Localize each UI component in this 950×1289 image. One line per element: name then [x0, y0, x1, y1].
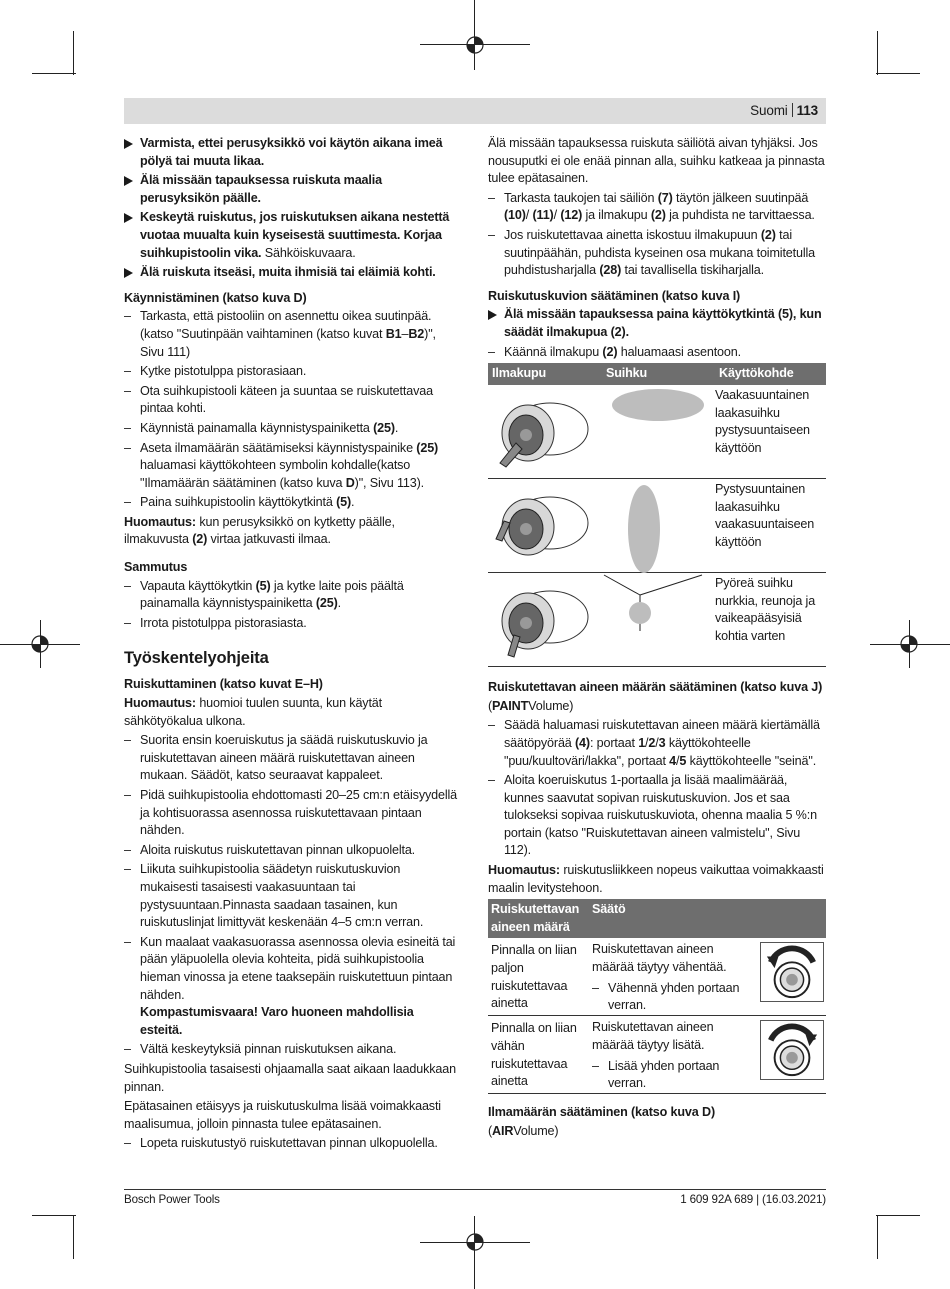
table-row: [488, 1016, 826, 1094]
amount-heading: Ruiskutettavan aineen määrän säätäminen (katso kuva J): [488, 680, 823, 695]
paint-volume-label: (PAINTVolume): [488, 698, 574, 713]
round-spray-pattern-icon: [602, 573, 714, 667]
condition-cell: Pinnalla on liian paljon ruiskutettavaa ainetta: [491, 943, 577, 1011]
table-row: [488, 938, 826, 1016]
air-volume-label: (AIRVolume): [488, 1124, 559, 1139]
list-item: – Liikuta suihkupistoolia säädetyn ruiskutuskuvion mukaisesti tasaisesti vaakasuuntaan tai pystysuuntaan.Pinnasta saadaan tasainen, kun ruiskutuslinjat limittyvät keskenään 4–5 cm:n verran.: [124, 861, 459, 931]
list-item: – Pidä suihkupistoolia ehdottomasti 20–25 cm:n etäisyydellä ja kohtisuorassa asennossa ruiskutettavaan pintaan nähden.: [124, 787, 459, 840]
use-description: Pystysuuntainen laakasuihku vaakasuuntaiseen käyttöön: [715, 482, 815, 549]
list-item: – Vapauta käyttökytkin (5) ja kytke laite pois päältä painamalla käynnistyspainiketta (25).: [124, 578, 459, 613]
list-item: – Kun maalaat vaakasuorassa asennossa olevia esineitä tai pään yläpuolella olevia kohteita, pidä suihkupistoolia hieman vinossa ja etene taaksepäin ruiskutettuun pintaan nähden.: [124, 934, 459, 1004]
left-column: [124, 135, 459, 1155]
air-cap-horizontal-icon: [492, 389, 592, 475]
header-text: [750, 102, 818, 120]
note: Huomautus: ruiskutusliikkeen nopeus vaikuttaa voimakkaasti maalin levitystehoon.: [488, 863, 824, 895]
crop-mark: [877, 1215, 878, 1259]
vertical-spray-pattern-icon: [602, 479, 714, 573]
column-header: Ruiskutettavan aineen määrä: [491, 902, 580, 934]
paint-amount-table: [488, 899, 826, 1094]
list-item: – Käännä ilmakupu (2) haluamaasi asentoon.: [488, 344, 826, 362]
registration-mark-icon: [29, 633, 51, 655]
use-description: Pyöreä suihku nurkkia, reunoja ja vaikeapääsyisiä kohtia varten: [715, 576, 816, 643]
stop-heading: Sammutus: [124, 560, 188, 575]
action-cell: Ruiskutettavan aineen määrää täytyy lisätä. – Lisää yhden portaan verran.: [592, 1019, 752, 1092]
note: Huomautus: huomioi tuulen suunta, kun käytät sähkötyökalua ulkona.: [124, 696, 382, 728]
list-item: – Vältä keskeytyksiä pinnan ruiskutuksen aikana.: [124, 1041, 459, 1059]
start-heading: Käynnistäminen (katso kuva D): [124, 290, 307, 305]
list-item: – Kytke pistotulppa pistorasiaan.: [124, 363, 459, 381]
footer-doc-id: 1 609 92A 689 | (16.03.2021): [680, 1193, 826, 1206]
section-title: Työskentelyohjeita: [124, 649, 269, 668]
list-item: – Aloita koeruiskutus 1-portaalla ja lisää maalimäärää, kunnes saavutat sopivan ruiskutuskuvion. Jos et saa tulokseksi sopivaa ruiskutuskuviota, ohenna maalia 5 %:n portain (katso "Ruiskutettavan aineen valmistelu", Sivu 112).: [488, 772, 826, 860]
warning-item: Älä missään tapauksessa paina käyttökytkintä (5), kun säädät ilmakupua (2).: [488, 306, 826, 341]
pattern-heading: Ruiskutuskuvion säätäminen (katso kuva I): [488, 288, 741, 303]
header-language: Suomi: [750, 103, 788, 118]
page-header: [124, 98, 826, 124]
table-row: [488, 385, 826, 479]
table-row: [488, 573, 826, 667]
registration-mark-icon: [464, 1231, 486, 1253]
list-item: – Irrota pistotulppa pistorasiasta.: [124, 615, 459, 633]
use-description: Vaakasuuntainen laakasuihku pystysuuntaiseen käyttöön: [715, 388, 810, 455]
right-column: [488, 135, 826, 1143]
step-item: – Lisää yhden portaan verran.: [592, 1058, 752, 1093]
air-cap-vertical-icon: [492, 483, 592, 569]
warning-item: Keskeytä ruiskutus, jos ruiskutuksen aikana nestettä vuotaa muualta kuin kyseisestä suuttimesta. Korjaa suihkupistoolin vika. Sähköiskuvaara.: [124, 209, 459, 262]
list-item: – Säädä haluamasi ruiskutettavan aineen määrä kiertämällä säätöpyörää (4): portaat 1/2/3 käyttökohteelle "puu/kuultoväri/lakka", portaat 4/5 käyttökohteelle "seinä".: [488, 717, 826, 770]
trip-warning: Kompastumisvaara! Varo huoneen mahdollisia esteitä.: [140, 1005, 414, 1037]
footer-rule: [124, 1189, 826, 1190]
table-row: [488, 479, 826, 573]
action-cell: Ruiskutettavan aineen määrää täytyy vähentää. – Vähennä yhden portaan verran.: [592, 941, 752, 1014]
condition-cell: Pinnalla on liian vähän ruiskutettavaa ainetta: [491, 1021, 577, 1089]
list-item: – Tarkasta taukojen tai säiliön (7) täytön jälkeen suutinpää (10)/ (11)/ (12) ja ilmakupu (2) ja puhdista ne tarvittaessa.: [488, 190, 826, 225]
list-item: – Lopeta ruiskutustyö ruiskutettavan pinnan ulkopuolella.: [124, 1135, 459, 1153]
crop-mark: [32, 1215, 76, 1216]
list-item: – Paina suihkupistoolin käyttökytkintä (5).: [124, 494, 459, 512]
step-item: – Vähennä yhden portaan verran.: [592, 980, 752, 1015]
dial-increase-icon: [760, 1020, 824, 1080]
horizontal-spray-pattern-icon: [602, 385, 714, 479]
crop-mark: [876, 1215, 920, 1216]
crop-mark: [32, 73, 76, 74]
footer-brand: Bosch Power Tools: [124, 1193, 220, 1206]
table-header: [488, 363, 826, 385]
column-header: Suihku: [606, 366, 648, 381]
column-header: Käyttökohde: [719, 366, 794, 381]
crop-mark: [877, 31, 878, 75]
column-header: Ilmakupu: [492, 366, 547, 381]
list-item: – Käynnistä painamalla käynnistyspainiketta (25).: [124, 420, 459, 438]
page-number: 113: [796, 103, 818, 118]
paragraph: Älä missään tapauksessa ruiskuta säiliötä aivan tyhjäksi. Jos nousuputki ei ole enää pinnan alla, suihku katkeaa ja pinnasta tulee epätasainen.: [488, 136, 825, 186]
registration-mark-icon: [898, 633, 920, 655]
column-header: Säätö: [592, 902, 626, 917]
list-item: – Aseta ilmamäärän säätämiseksi käynnistyspainike (25) haluamasi käyttökohteen symbolin kohdalle(katso "Ilmamäärän säätäminen (katso kuva D)", Sivu 113).: [124, 440, 459, 493]
registration-mark-icon: [464, 34, 486, 56]
list-item: – Ota suihkupistooli käteen ja suuntaa se ruiskutettavaa pintaa kohti.: [124, 383, 459, 418]
warning-item: Varmista, ettei perusyksikkö voi käytön aikana imeä pölyä tai muuta likaa.: [124, 135, 459, 170]
air-heading: Ilmamäärän säätäminen (katso kuva D): [488, 1105, 715, 1120]
list-item: – Tarkasta, että pistooliin on asennettu oikea suutinpää. (katso "Suutinpään vaihtaminen (katso kuvat B1–B2)", Sivu 111): [124, 308, 459, 361]
spray-heading: Ruiskuttaminen (katso kuvat E–H): [124, 677, 323, 692]
spray-pattern-table: [488, 363, 826, 667]
note: Huomautus: kun perusyksikkö on kytketty päälle, ilmakuvusta (2) virtaa jatkuvasti ilmaa.: [124, 514, 395, 547]
list-item: – Jos ruiskutettavaa ainetta iskostuu ilmakupuun (2) tai suutinpäähän, puhdista kyseinen osa mukana toimitetulla puhdistusharjalla (28) tai tavallisella tiskiharjalla.: [488, 227, 826, 280]
warning-item: Älä ruiskuta itseäsi, muita ihmisiä tai eläimiä kohti.: [124, 264, 459, 282]
list-item: – Suorita ensin koeruiskutus ja säädä ruiskutuskuvio ja ruiskutettavan aineen määrä ruiskutettavan aineen mukaan. Säädöt, katso seuraavat kappaleet.: [124, 732, 459, 785]
warning-item: Älä missään tapauksessa ruiskuta maalia perusyksikön päälle.: [124, 172, 459, 207]
list-item: – Aloita ruiskutus ruiskutettavan pinnan ulkopuolelta.: [124, 842, 459, 860]
air-cap-round-icon: [492, 577, 592, 663]
crop-mark: [73, 31, 74, 75]
dial-decrease-icon: [760, 942, 824, 1002]
crop-mark: [876, 73, 920, 74]
paragraph: Epätasainen etäisyys ja ruiskutuskulma lisää voimakkaasti maalisumua, jolloin pinnasta tulee epätasainen.: [124, 1099, 441, 1131]
crop-mark: [73, 1215, 74, 1259]
table-header: [488, 899, 826, 938]
paragraph: Suihkupistoolia tasaisesti ohjaamalla saat aikaan laadukkaan pinnan.: [124, 1061, 456, 1094]
